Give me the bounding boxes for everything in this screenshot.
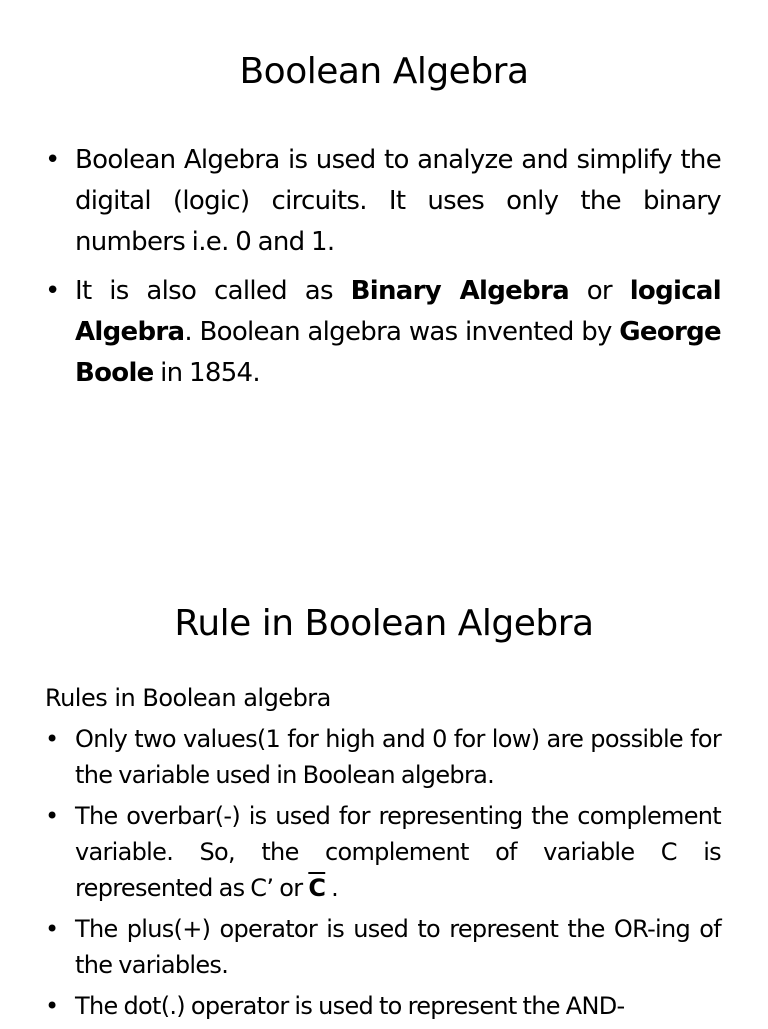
list-item	[45, 271, 721, 394]
bullet-marker: •	[45, 802, 59, 830]
bullet-text: It is also called as	[75, 276, 351, 306]
bullet-text: The overbar(-) is used for representing the complement variable. So, the complement of variable C is represented as C’ or	[75, 802, 721, 902]
bullet-marker: •	[45, 276, 60, 306]
bullet-text: Only two values(1 for high and 0 for low) are possible for the variable used in Boolean algebra.	[75, 725, 721, 789]
bullet-marker: •	[45, 145, 60, 175]
bold-term: logical Algebra	[75, 276, 721, 347]
list-item	[45, 911, 721, 983]
bullet-text: Boolean Algebra is used to analyze and simplify the digital (logic) circuits. It uses only the binary numbers i.e. 0 and 1.	[75, 145, 721, 257]
bullet-text: in 1854.	[153, 358, 260, 388]
intro-text: Rules in Boolean algebra	[45, 684, 331, 712]
slide-title: Rule in Boolean Algebra	[174, 603, 594, 644]
slide-title: Boolean Algebra	[239, 51, 529, 92]
list-item	[45, 798, 721, 906]
bullet-list	[45, 721, 721, 1029]
bullet-marker: •	[45, 992, 59, 1020]
bullet-text: The dot(.) operator is used to represent the AND-	[75, 992, 625, 1020]
list-item	[45, 988, 721, 1024]
bullet-list	[45, 140, 721, 402]
bullet-text: The plus(+) operator is used to represent the OR-ing of the variables.	[75, 915, 721, 979]
bullet-marker: •	[45, 725, 59, 753]
bullet-marker: •	[45, 915, 59, 943]
bullet-text: or	[568, 276, 630, 306]
list-item	[45, 721, 721, 793]
slide-rules	[0, 512, 768, 1024]
bullet-text: . Boolean algebra was invented by	[184, 317, 620, 347]
bullet-text: .	[325, 874, 339, 902]
bold-term: Binary Algebra	[350, 276, 569, 306]
bold-term: George Boole	[75, 317, 721, 388]
complement-symbol: $\overline{C}$	[308, 874, 326, 902]
slide-boolean-algebra	[0, 0, 768, 512]
list-item	[45, 140, 721, 263]
